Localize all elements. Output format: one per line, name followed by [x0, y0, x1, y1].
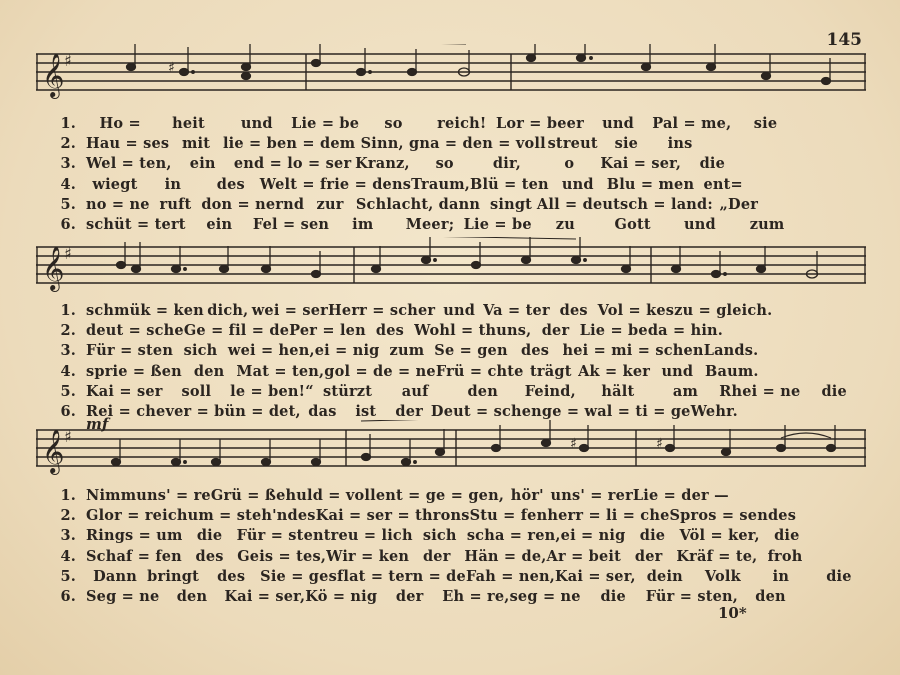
- notes-system-2: [117, 237, 818, 278]
- verse-line-3: 3. Für = sten sich wei = hen, ei = nig zum Se = gen des hei = mi = schen Lands.: [60, 342, 759, 360]
- staff-1: [36, 44, 868, 104]
- dynamic-marking: mf: [86, 415, 109, 433]
- verse-line-6: 6. Rei = che ver = bün = det, das ist der Deut = schen ge = wal = ti = ge Wehr.: [60, 402, 738, 420]
- verse-line-4: 4. wiegt in des Welt = frie = dens Traum, Blü = ten und Blu = men ent=: [60, 175, 743, 193]
- verse-line-4: 4. sprie = ßen den Mat = ten, gol = de = ne Frü = chte trägt Ak = ker und Baum.: [60, 362, 759, 380]
- verse-line-4: 4. Schaf = fen des Geis = tes, Wir = ken der Hän = de, Ar = beit der Kräf = te, froh: [60, 547, 803, 565]
- svg-text:♯: ♯: [656, 436, 663, 452]
- verse-line-6: 6. Seg = ne den Kai = ser, Kö = nig der Eh = re, seg = ne die Für = sten, den: [60, 587, 786, 605]
- notes-system-3: [112, 420, 836, 466]
- verse-line-3: 3. Wel = ten, ein end = lo = ser Kranz, so dir, o Kai = ser, die: [60, 155, 726, 173]
- verse-line-5: 5. Kai = ser soll le = ben!“ stürzt auf den Feind, hält am Rhei = ne die: [60, 382, 847, 400]
- slur: [781, 433, 831, 438]
- staff-3: [36, 420, 868, 480]
- verse-line-1: 1. Ho = heit und Lie = be so reich! Lor = beer und Pal = me, sie: [60, 115, 778, 132]
- lyrics-system-3: [36, 486, 868, 607]
- verse-line-5: 5. no = ne ruft don = nernd zur Schlacht, dann singt All = deutsch = land: „Der: [60, 195, 759, 213]
- sharp-key-signature-icon: ♯: [64, 427, 72, 446]
- verse-line-5: 5. Dann bringt des Sie = ges flat = tern = de Fah = nen, Kai = ser, dein Volk in die: [60, 567, 852, 585]
- folio-signature: 10*: [718, 604, 747, 622]
- verse-line-3: 3. Rings = um die Für = sten treu = lich sich scha = ren, ei = nig die Völ = ker, die: [60, 527, 800, 545]
- lyrics-system-1: [36, 114, 868, 235]
- decrescendo-hairpin: [361, 420, 476, 421]
- notes-system-1: [127, 44, 831, 85]
- staff-2: [36, 237, 868, 297]
- treble-clef-icon: 𝄞: [42, 53, 65, 97]
- treble-clef-icon: 𝄞: [42, 246, 65, 290]
- verse-line-2: 2. deut = sche Ge = fil = de Per = len des Wohl = thuns, der Lie = be da = hin.: [60, 322, 724, 340]
- treble-clef-icon: 𝄞: [42, 429, 65, 473]
- verse-line-1: 1. Nimm uns' = re Grü = ße huld = voll ent = ge = gen, hör' uns' = rer Lie = der —: [60, 487, 729, 504]
- crescendo-hairpin: [416, 237, 576, 239]
- svg-text:♯: ♯: [570, 436, 577, 452]
- verse-line-2: 2. Hau = ses mit lie = ben = dem Sinn, gna = den = voll streut sie ins: [60, 135, 693, 153]
- svg-text:♯: ♯: [168, 60, 175, 76]
- lyrics-system-2: [36, 301, 868, 422]
- sharp-key-signature-icon: ♯: [64, 244, 72, 263]
- sharp-key-signature-icon: ♯: [64, 51, 72, 70]
- verse-line-1: 1. schmük = ken dich, wei = ser Herr = scher und Va = ter des Vol = kes zu = gleich.: [60, 302, 773, 319]
- verse-line-6: 6. schüt = tert ein Fel = sen im Meer; Lie = be zu Gott und zum: [60, 215, 785, 233]
- verse-line-2: 2. Glor = reich um = steh'n des Kai = ser = throns Stu = fen herr = li = che Spros = sen des: [60, 507, 797, 525]
- page-number: 145: [826, 30, 862, 50]
